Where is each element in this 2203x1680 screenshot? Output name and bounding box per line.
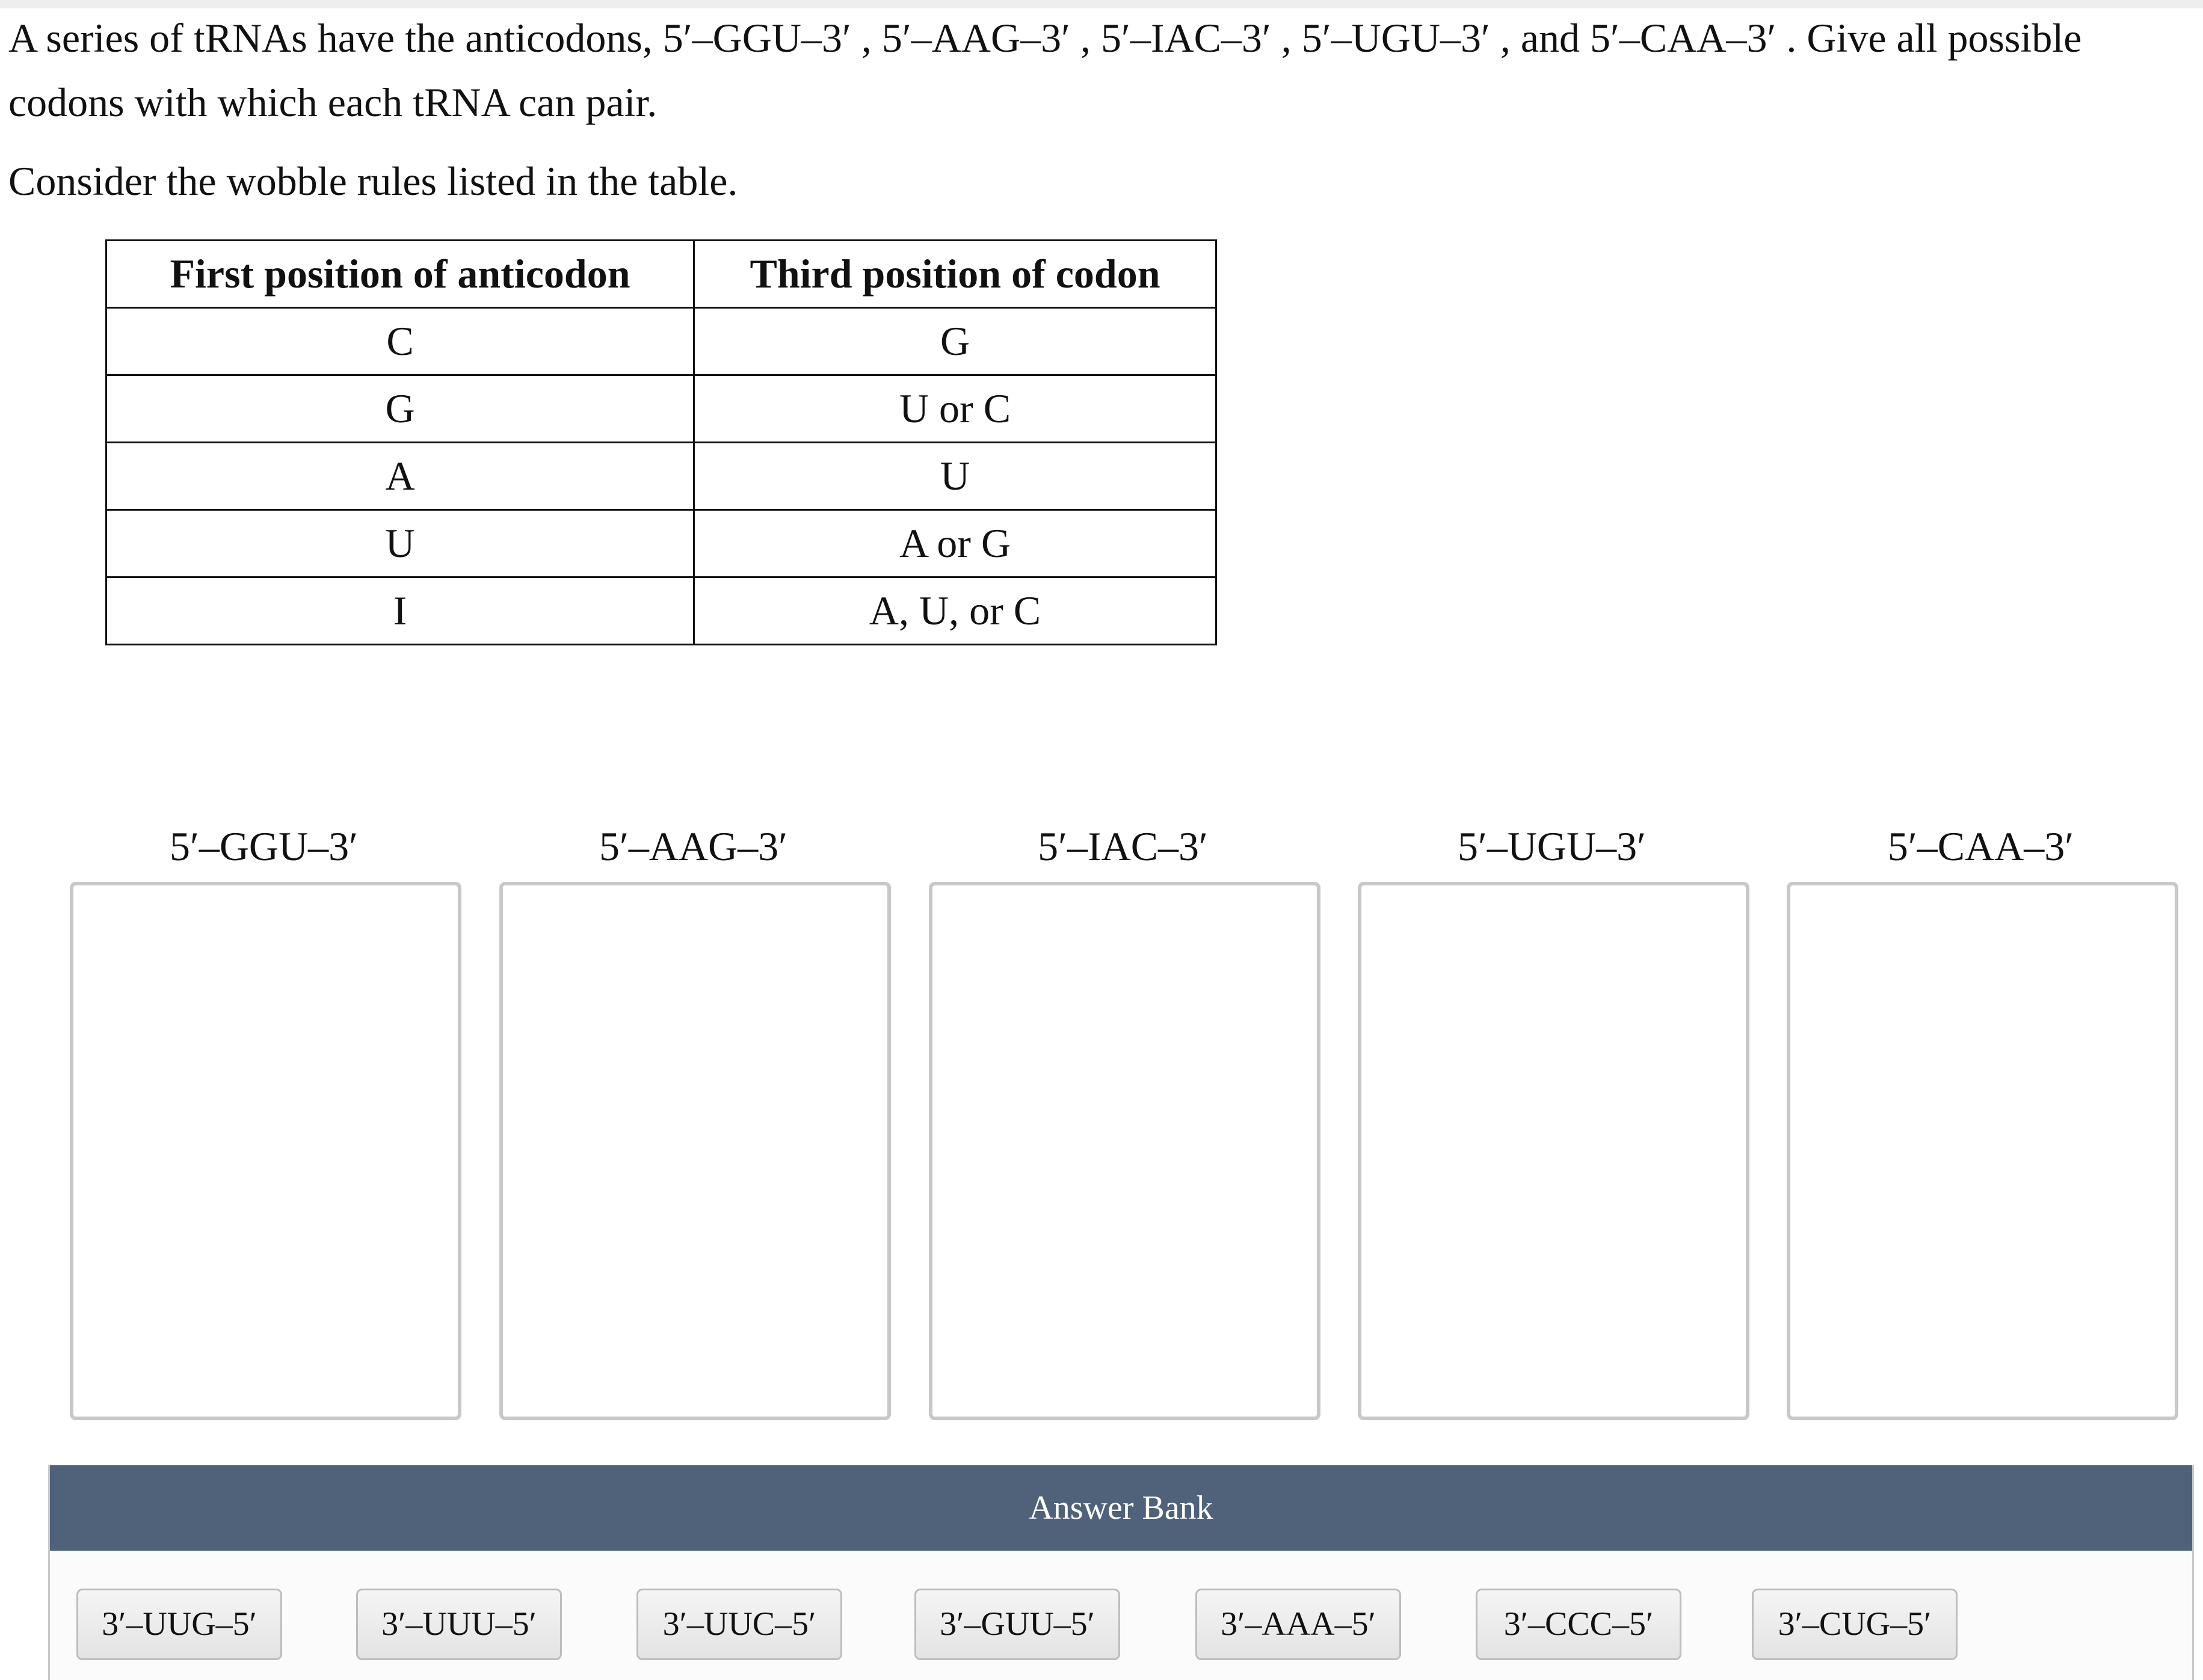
drop-zone-ggu[interactable]	[70, 882, 461, 1420]
codon-cell: G	[694, 308, 1216, 375]
codon-cell: A or G	[694, 510, 1216, 577]
instruction-text: Consider the wobble rules listed in the table.	[8, 158, 738, 204]
table-row	[106, 577, 1216, 645]
table-header-row	[106, 241, 1216, 308]
question-text: A series of tRNAs have the anticodons, 5′–GGU–3′ , 5′–AAG–3′ , 5′–IAC–3′ , 5′–UGU–3′ , and 5′–CAA–3′ . Give all possible codons with which each tRNA can pair.	[8, 15, 2082, 125]
header-anticodon: First position of anticodon	[106, 241, 694, 308]
codon-cell: U	[694, 443, 1216, 510]
answer-chip[interactable]: 3′–CCC–5′	[1476, 1589, 1681, 1660]
anticodon-cell: A	[106, 443, 694, 510]
anticodon-cell: C	[106, 308, 694, 375]
column-label-aag: 5′–AAG–3′	[599, 823, 788, 869]
anticodon-cell: G	[106, 375, 694, 443]
anticodon-cell: I	[106, 577, 694, 645]
drop-zone-ugu[interactable]	[1358, 882, 1749, 1420]
anticodon-cell: U	[106, 510, 694, 577]
table-row	[106, 308, 1216, 375]
answer-chip[interactable]: 3′–GUU–5′	[914, 1589, 1120, 1660]
column-label-caa: 5′–CAA–3′	[1887, 823, 2074, 869]
answer-chip[interactable]: 3′–UUU–5′	[356, 1589, 562, 1660]
drop-zone-aag[interactable]	[499, 882, 891, 1420]
codon-cell: U or C	[694, 375, 1216, 443]
answer-chip[interactable]: 3′–UUG–5′	[76, 1589, 282, 1660]
wobble-rules-table	[105, 239, 1217, 645]
column-label-ggu: 5′–GGU–3′	[169, 823, 359, 869]
column-label-iac: 5′–IAC–3′	[1038, 823, 1208, 869]
answer-chip[interactable]: 3′–CUG–5′	[1752, 1589, 1958, 1660]
header-codon: Third position of codon	[694, 241, 1216, 308]
drop-zone-iac[interactable]	[929, 882, 1320, 1420]
answer-bank-title: Answer Bank	[50, 1465, 2192, 1551]
table-row	[106, 510, 1216, 577]
column-label-ugu: 5′–UGU–3′	[1457, 823, 1647, 869]
table-row	[106, 443, 1216, 510]
answer-chip[interactable]: 3′–UUC–5′	[636, 1589, 842, 1660]
drop-zone-caa[interactable]	[1787, 882, 2178, 1420]
codon-cell: A, U, or C	[694, 577, 1216, 645]
table-row	[106, 375, 1216, 443]
answer-chip[interactable]: 3′–AAA–5′	[1195, 1589, 1401, 1660]
